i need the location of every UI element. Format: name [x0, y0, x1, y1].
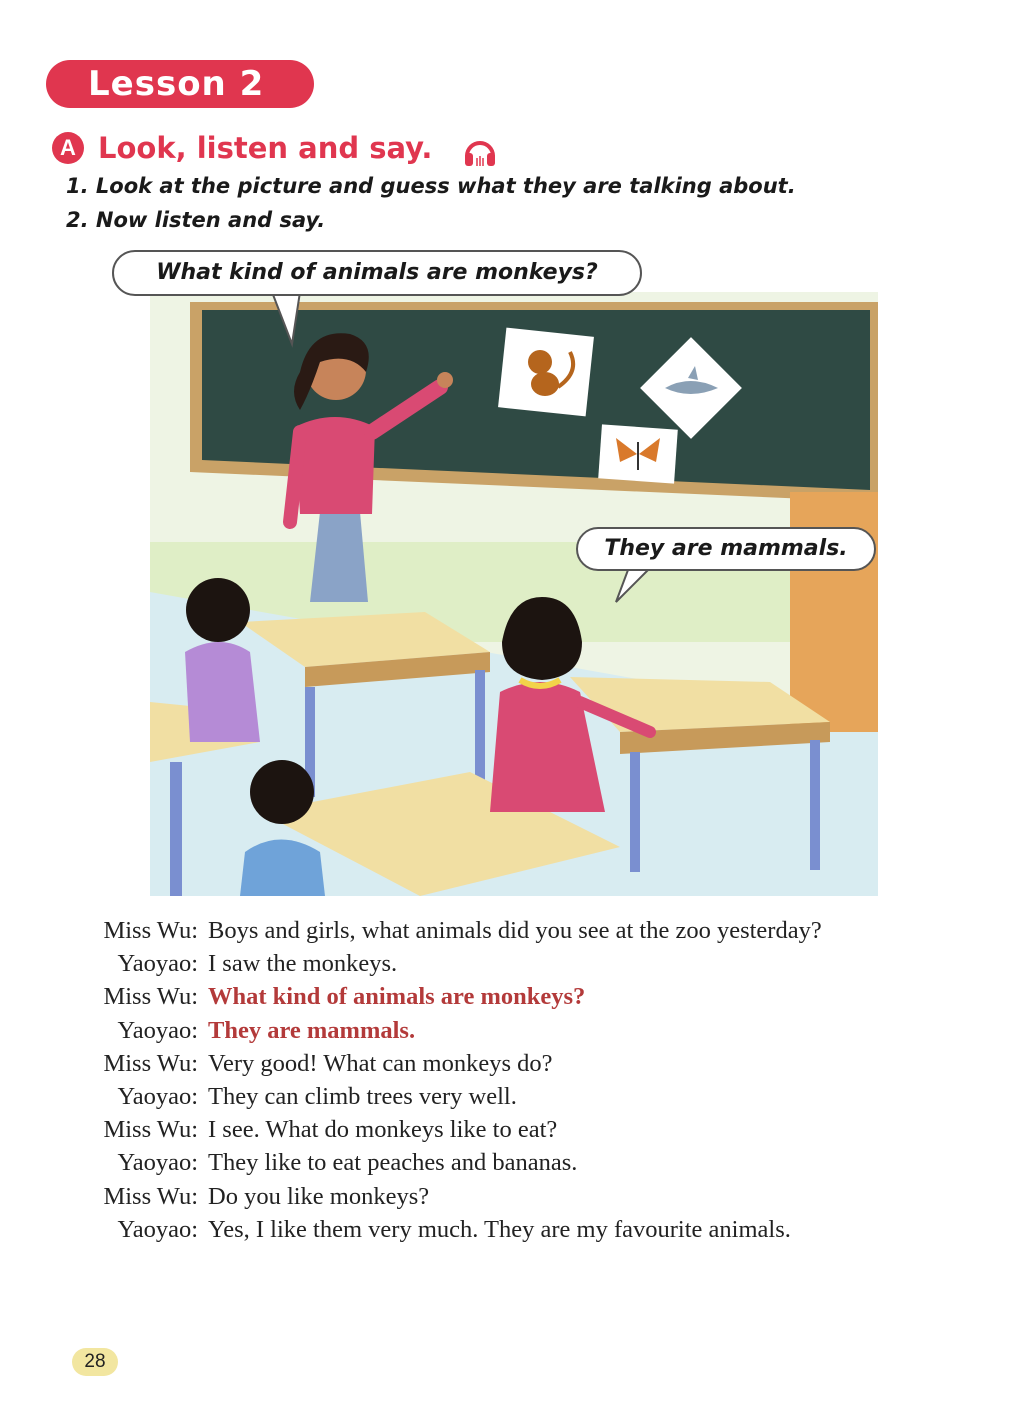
dialogue-line	[80, 1080, 990, 1113]
dialogue-line	[80, 1113, 990, 1146]
speech: I see. What do monkeys like to eat?	[208, 1116, 558, 1144]
page-number: 28	[72, 1348, 118, 1376]
speaker: Yaoyao:	[117, 1149, 198, 1177]
butterfly-card	[598, 424, 678, 483]
speaker: Miss Wu:	[103, 1116, 198, 1144]
dialogue-line	[80, 1014, 990, 1047]
speaker: Yaoyao:	[117, 950, 198, 978]
monkey-card	[498, 328, 594, 417]
speaker: Miss Wu:	[103, 917, 198, 944]
headphones-icon[interactable]	[462, 134, 498, 168]
speech: Do you like monkeys?	[208, 1182, 430, 1210]
speech: Boys and girls, what animals did you see at the zoo yesterday?	[208, 917, 822, 944]
dialogue-line	[80, 947, 990, 980]
student-speech-bubble: They are mammals.	[576, 527, 876, 571]
speech: Very good! What can monkeys do?	[208, 1049, 553, 1077]
dialogue	[80, 914, 990, 1246]
dialogue-line	[80, 1047, 990, 1080]
dialogue-line	[80, 1213, 990, 1246]
dialogue-line	[80, 914, 990, 947]
speaker: Yaoyao:	[117, 1215, 198, 1243]
classroom-illustration	[150, 292, 878, 896]
speech: Yes, I like them very much. They are my favourite animals.	[208, 1215, 791, 1243]
speech: They like to eat peaches and bananas.	[208, 1149, 578, 1177]
speaker: Yaoyao:	[117, 1016, 198, 1044]
speaker: Miss Wu:	[103, 1182, 198, 1210]
speech: I saw the monkeys.	[208, 950, 398, 978]
dialogue-line	[80, 1180, 990, 1213]
speaker: Yaoyao:	[117, 1082, 198, 1110]
speech-highlight: What kind of animals are monkeys?	[208, 983, 586, 1011]
speech-highlight: They are mammals.	[208, 1016, 416, 1044]
speaker: Miss Wu:	[103, 1049, 198, 1077]
instruction-1: 1. Look at the picture and guess what they are talking about.	[66, 174, 796, 198]
speaker: Miss Wu:	[103, 983, 198, 1011]
speech: They can climb trees very well.	[208, 1082, 517, 1110]
boy-student-back	[185, 578, 260, 742]
teacher-speech-bubble: What kind of animals are monkeys?	[112, 250, 642, 296]
dialogue-line	[80, 1146, 990, 1179]
section-title: Look, listen and say.	[98, 131, 433, 165]
instruction-2: 2. Now listen and say.	[66, 208, 326, 232]
lesson-title: Lesson 2	[46, 60, 314, 108]
section-letter-badge: A	[52, 132, 84, 164]
dialogue-line	[80, 980, 990, 1013]
